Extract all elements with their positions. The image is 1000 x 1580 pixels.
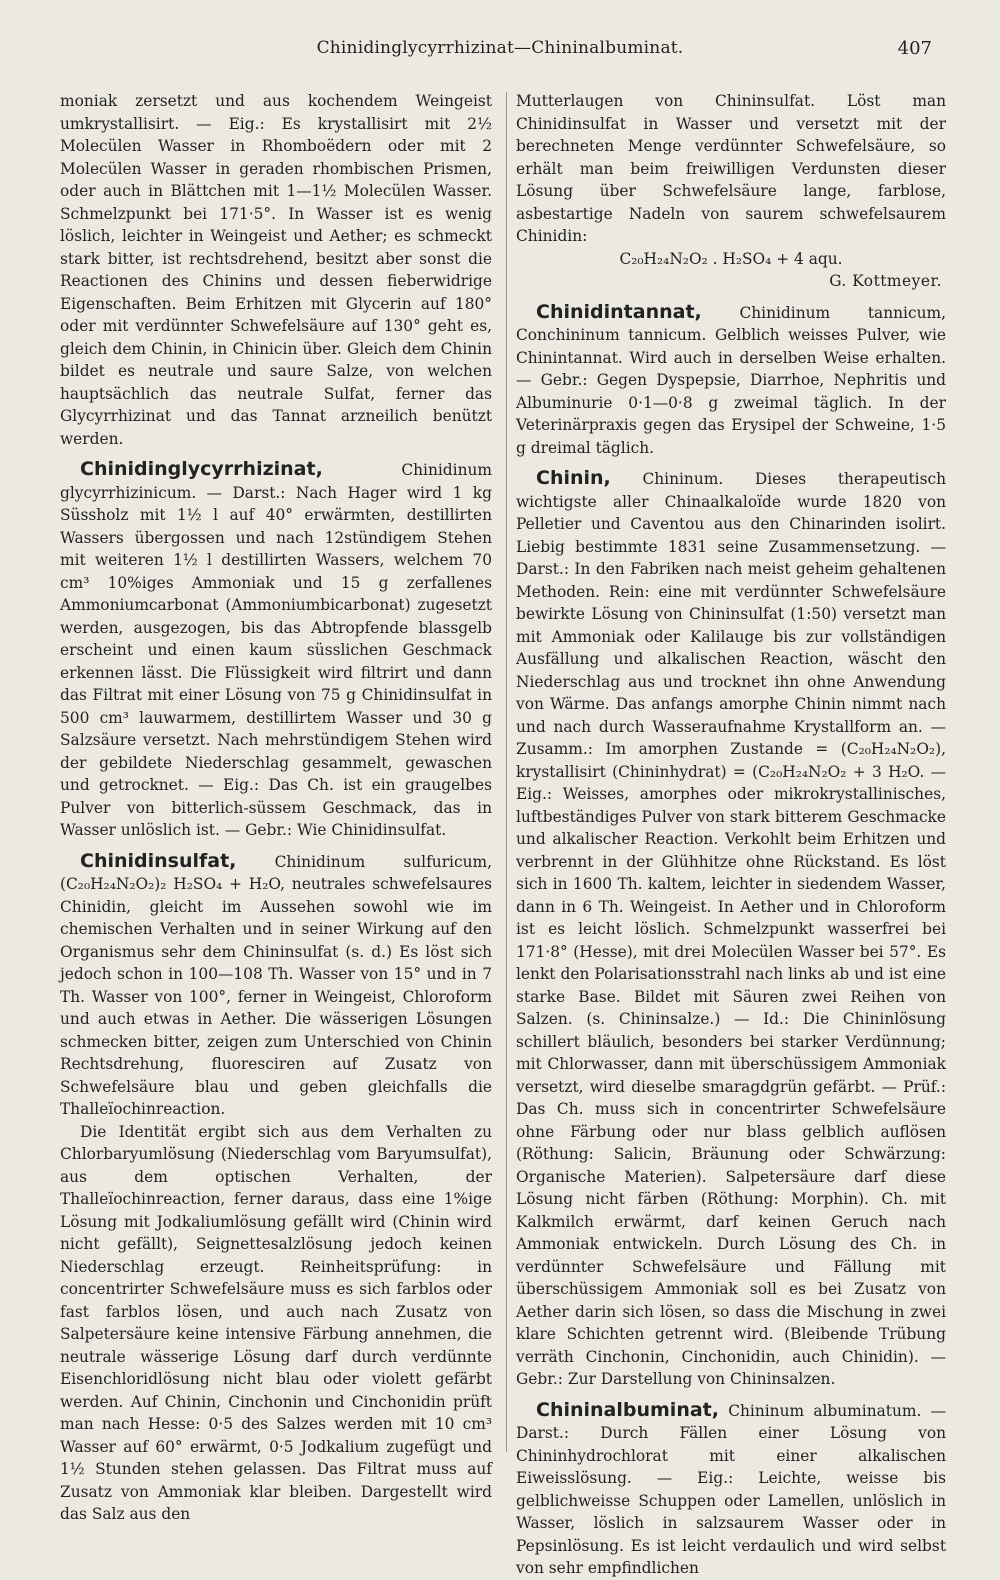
paragraph-continuation: moniak zersetzt und aus kochendem Weingeist umkrystallisirt. — Eig.: Es krystallisirt mit 2½ Molecülen Wasser in Rhomboëdern oder mit 2 Molecülen Wasser in geraden rhombischen Prismen, oder auch in Blättchen mit 1—1½ Molecülen Wasser. Schmelzpunkt bei 171·5°. In Wasser ist es wenig löslich, leichter in Weingeist und Aether; es schmeckt stark bitter, ist rechtsdrehend, besitzt aber sonst die Reactionen des Chinins und dessen fieberwidrige Eigenschaften. Beim Erhitzen mit Glycerin auf 180° oder mit verdünnter Schwefelsäure auf 130° geht es, gleich dem Chinin, in Chinicin über. Gleich dem Chinin bildet es neutrale und saure Salze, von welchen hauptsächlich das neutrale Sulfat, ferner das Glycyrrhizinat und das Tannat arzneilich benützt werden. [60,92,492,448]
entry-chinidinglycyrrhizinat [60,458,492,842]
chemical-formula: C₂₀H₂₄N₂O₂ . H₂SO₄ + 4 aqu. [619,249,843,268]
running-head: Chinidinglycyrrhizinat—Chininalbuminat. [316,38,684,58]
page-header [60,38,940,68]
paragraph-identity: Die Identität ergibt sich aus dem Verhalten zu Chlorbaryumlösung (Niederschlag vom Baryumsulfat), aus dem optischen Verhalten, der Thalleïochinreaction, ferner daraus, dass eine 1%ige Lösung mit Jodkaliumlösung gefällt wird (Chinin wird nicht gefällt), Seignettesalzlösung jedoch keinen Niederschlag erzeugt. Reinheitsprüfung: in concentrirter Schwefelsäure muss es sich farblos oder fast farblos lösen, und auch nach Zusatz von Salpetersäure keine intensive Färbung annehmen, die neutrale wässerige Lösung darf durch verdünnte Eisenchloridlösung nicht blau oder violett gefärbt werden. Auf Chinin, Cinchonin und Cinchonidin prüft man nach Hesse: 0·5 des Salzes werden mit 10 cm³ Wasser auf 60° erwärmt, 0·5 Jodkalium zugefügt und 1½ Stunden stehen gelassen. Das Filtrat muss auf Zusatz von Ammoniak klar bleiben. Dargestellt wird das Salz aus den [60,1122,492,1523]
entry-text: Chinidinum glycyrrhizinicum. — Darst.: Nach Hager wird 1 kg Süssholz mit 1½ l auf 40° erwärmten, destillirten Wassers übergossen und nach 12stündigem Stehen mit weiteren 1½ l destillirten Wassers, welchem 70 cm³ 10%iges Ammoniak und 15 g zerfallenes Ammoniumcarbonat (Ammoniumbicarbonat) zugesetzt werden, ausgezogen, bis das Abtropfende blassgelb erscheint und einen kaum süsslichen Geschmack erkennen lässt. Die Flüssigkeit wird filtrirt und dann das Filtrat mit einer Lösung von 75 g Chinidinsulfat in 500 cm³ lauwarmem, destillirtem Wasser und 30 g Salzsäure versetzt. Nach mehrstündigem Stehen wird der gebildete Niederschlag gesammelt, gewaschen und getrocknet. — Eig.: Das Ch. ist ein graugelbes Pulver von bitterlich-süssem Geschmack, das in Wasser unlöslich ist. — Gebr.: Wie Chinidinsulfat. [60,461,492,839]
left-column [60,90,492,1526]
entry-text: Chininum. Dieses therapeutisch wichtigste aller Chinaalkaloïde wurde 1820 von Pelletier und Caventou aus den Chinarinden isolirt. Liebig bestimmte 1831 seine Zusammensetzung. — Darst.: In den Fabriken nach meist geheim gehaltenen Methoden. Rein: eine mit verdünnter Schwefelsäure bewirkte Lösung von Chininsulfat (1:50) versetzt man mit Ammoniak oder Kalilauge bis zur vollständigen Ausfällung und alkalischen Reaction, wäscht den Niederschlag aus und trocknet ihn ohne Anwendung von Wärme. Das anfangs amorphe Chinin nimmt nach und nach durch Wasseraufnahme Krystallform an. — Zusamm.: Im amorphen Zustande = (C₂₀H₂₄N₂O₂), krystallisirt (Chininhydrat) = (C₂₀H₂₄N₂O₂ + 3 H₂O. — Eig.: Weisses, amorphes oder mikrokrystallinisches, luftbeständiges Pulver von stark bitterem Geschmacke und alkalischer Reaction. Verkohlt beim Erhitzen und verbrennt in der Glühhitze ohne Rückstand. Es löst sich in 1600 Th. kaltem, leichter in siedendem Wasser, dann in 6 Th. Weingeist. In Aether und in Chloroform ist es leicht löslich. Schmelzpunkt wasserfrei bei 171·8° (Hesse), mit drei Molecülen Wasser bei 57°. Es lenkt den Polarisationsstrahl nach links ab und ist eine starke Base. Bildet mit Säuren zwei Reihen von Salzen. (s. Chininsalze.) — Id.: Die Chininlösung schillert bläulich, besonders bei starker Verdünnung; mit Chlorwasser, dann mit überschüssigem Ammoniak versetzt, wird dieselbe smaragdgrün gefärbt. — Prüf.: Das Ch. muss sich in concentrirter Schwefelsäure ohne Färbung oder nur blass gelblich auflösen (Röthung: Salicin, Bräunung oder Schwärzung: Organische Materien). Salpetersäure darf diese Lösung nicht färben (Röthung: Morphin). Ch. mit Kalkmilch erwärmt, darf keinen Geruch nach Ammoniak entwickeln. Durch Lösung des Ch. in verdünnter Schwefelsäure und Fällung mit überschüssigem Ammoniak soll es bei Zusatz von Aether darin sich lösen, so dass die Mischung in zwei klare Schichten getrennt wird. (Bleibende Trübung verräth Cinchonin, Cinchonidin, auch Chinidin). — Gebr.: Zur Darstellung von Chininsalzen. [516,470,946,1388]
headword: Chinin, [536,467,611,489]
entry-text: Chinidinum sulfuricum, (C₂₀H₂₄N₂O₂)₂ H₂SO₄ + H₂O, neutrales schwefelsaures Chinidin, gleicht im Aussehen sowohl wie im chemischen Verhalten und in seiner Wirkung auf den Organismus sehr dem Chininsulfat (s. d.) Es löst sich jedoch schon in 100—108 Th. Wasser von 15° und in 7 Th. Wasser von 100°, ferner in Weingeist, Chloroform und auch etwas in Aether. Die wässerigen Lösungen schmecken bitter, zeigen zum Unterschied von Chinin Rechtsdrehung, fluoresciren auf Zusatz von Schwefelsäure blau und geben gleichfalls die Thalleïochinreaction. [60,852,492,1118]
entry-chininalbuminat [516,1399,946,1580]
headword: Chinidinsulfat, [80,849,237,872]
column-divider [506,92,507,1452]
entry-chinidintannat [516,301,946,460]
headword: Chinidinglycyrrhizinat, [80,458,323,480]
right-column [516,90,946,1580]
entry-chinidinsulfat [60,850,492,1121]
entry-chinin [516,467,946,1391]
paragraph-continuation: Mutterlaugen von Chininsulfat. Löst man Chinidinsulfat in Wasser und versetzt mit der berechneten Menge verdünnter Schwefelsäure, so erhält man beim freiwilligen Verdunsten dieser Lösung über Schwefelsäure lange, farblose, asbestartige Nadeln von saurem schwefelsaurem Chinidin: [516,92,946,245]
entry-text: Chininum albuminatum. — Darst.: Durch Fällen einer Lösung von Chininhydrochlorat mit einer alkalischen Eiweisslösung. — Eig.: Leichte, weisse bis gelblichweisse Schuppen oder Lamellen, unlöslich in Wasser, löslich in salzsaurem Wasser oder in Pepsinlösung. Es ist leicht verdaulich und wird selbst von sehr empfindlichen [516,1401,946,1577]
headword: Chininalbuminat, [536,1398,719,1421]
headword: Chinidintannat, [536,300,702,323]
page-number: 407 [897,38,932,59]
author-signature: G. Kottmeyer. [829,272,942,290]
entry-text: Chinidinum tannicum, Conchininum tannicum. Gelblich weisses Pulver, wie Chinintannat. Wird auch in derselben Weise erhalten. — Gebr.: Gegen Dyspepsie, Diarrhoe, Nephritis und Albuminurie 0·1—0·8 g zweimal täglich. In der Veterinärpraxis gegen das Erysipel der Schweine, 1·5 g dreimal täglich. [516,303,946,457]
